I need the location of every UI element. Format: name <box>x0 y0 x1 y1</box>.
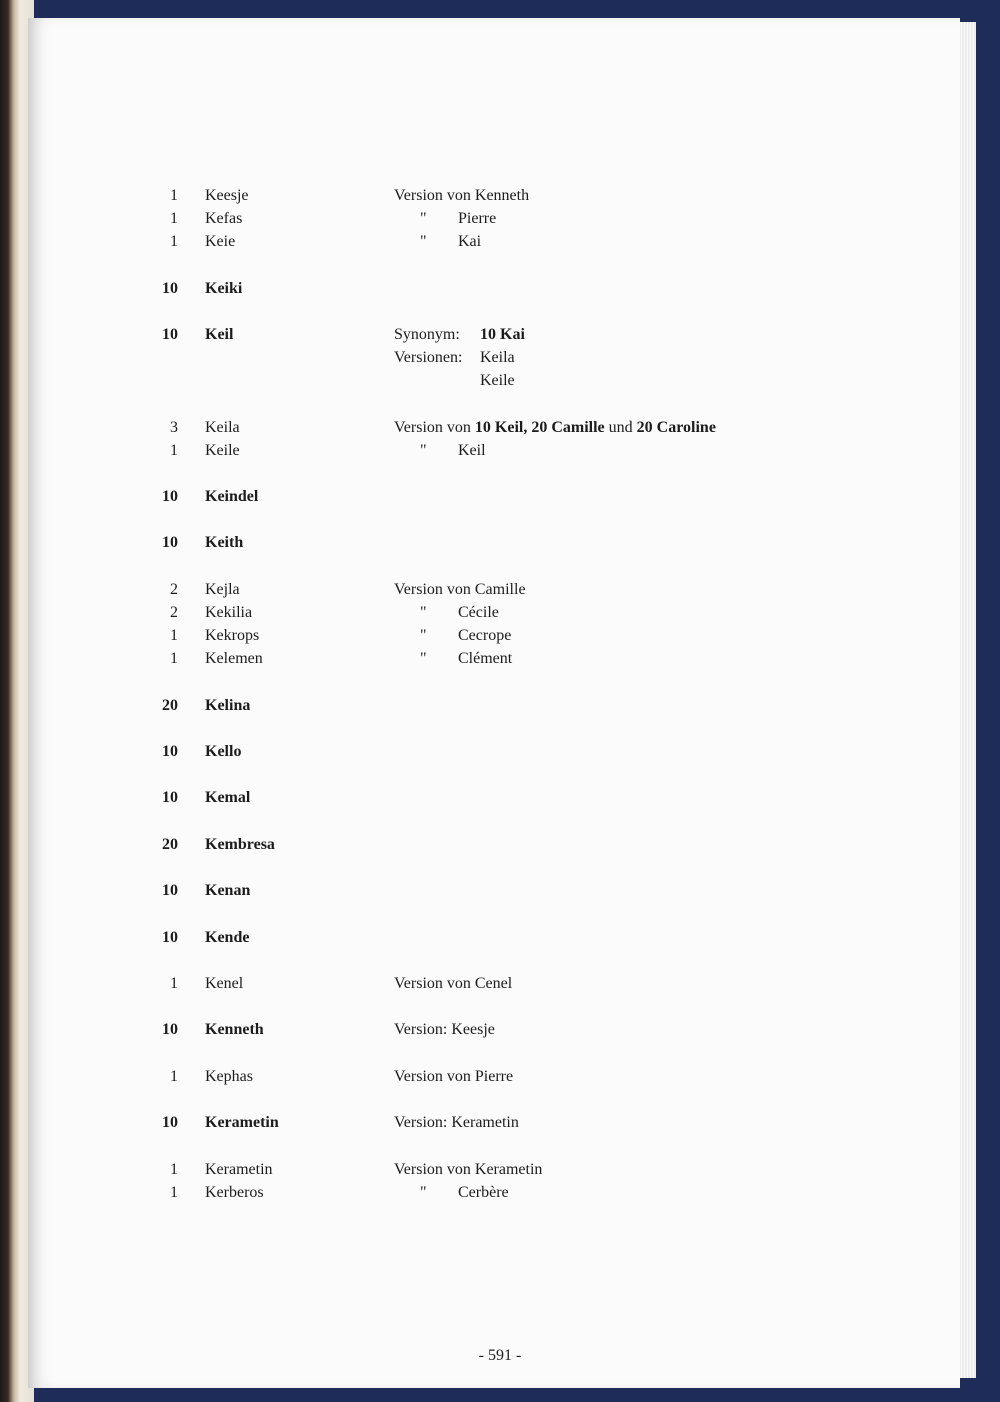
entry-frequency: 10 <box>162 929 178 946</box>
entry-description <box>394 1184 509 1202</box>
entry-frequency: 1 <box>170 1161 178 1178</box>
entry-name: Kenel <box>205 975 244 992</box>
entry-description <box>394 975 512 993</box>
entry-name: Kende <box>205 929 250 946</box>
entry-frequency: 10 <box>162 743 178 760</box>
description-text: Kai <box>458 233 482 250</box>
ditto-mark: " <box>420 1184 427 1201</box>
ditto-mark: " <box>420 210 427 227</box>
entry-name: Kelina <box>205 697 251 714</box>
entry-name: Keila <box>205 419 240 436</box>
relation-label: Synonym: <box>394 326 460 343</box>
entry-frequency: 10 <box>162 1021 178 1038</box>
entry-name: Kerberos <box>205 1184 264 1201</box>
entry-row <box>0 534 1000 556</box>
entry-name: Keile <box>205 442 240 459</box>
entry-row <box>0 581 1000 603</box>
entry-name: Kenneth <box>205 1021 264 1038</box>
cross-reference: 10 Keil, 20 Camille <box>474 419 605 436</box>
entry-name: Keesje <box>205 187 249 204</box>
description-text: Version von Camille <box>394 581 526 598</box>
entry-description <box>394 1021 495 1039</box>
entry-frequency: 10 <box>162 534 178 551</box>
entry-frequency: 1 <box>170 210 178 227</box>
entry-name: Kello <box>205 743 242 760</box>
entry-description <box>394 581 526 599</box>
entry-row <box>0 488 1000 510</box>
cross-reference: 20 Caroline <box>636 419 716 436</box>
entry-frequency: 2 <box>170 581 178 598</box>
relation-label: Versionen: <box>394 349 463 366</box>
entry-frequency: 1 <box>170 975 178 992</box>
entry-row <box>0 697 1000 719</box>
entry-row <box>0 1184 1000 1206</box>
description-text: Pierre <box>458 210 497 227</box>
ditto-mark: " <box>420 650 427 667</box>
entry-description <box>394 233 481 251</box>
description-text: Keil <box>458 442 486 459</box>
description-text: Version von Pierre <box>394 1068 514 1085</box>
ditto-mark: " <box>420 233 427 250</box>
entry-row <box>0 650 1000 672</box>
ditto-mark: " <box>420 442 427 459</box>
entry-row <box>0 882 1000 904</box>
entry-name: Kekilia <box>205 604 253 621</box>
entry-frequency: 1 <box>170 233 178 250</box>
entry-frequency: 1 <box>170 1184 178 1201</box>
entry-frequency: 10 <box>162 789 178 806</box>
description-text: Cecrope <box>458 627 512 644</box>
entry-row <box>0 627 1000 649</box>
entry-description <box>394 210 496 228</box>
entry-name: Kenan <box>205 882 251 899</box>
entry-description <box>394 1161 542 1179</box>
description-text: Clément <box>458 650 513 667</box>
entry-row <box>0 604 1000 626</box>
description-text: und <box>604 419 637 436</box>
entry-row <box>0 442 1000 464</box>
entry-row <box>0 326 1000 348</box>
entry-name: Kephas <box>205 1068 253 1085</box>
entry-frequency: 3 <box>170 419 178 436</box>
entry-description <box>394 419 716 437</box>
entry-description <box>394 1068 513 1086</box>
entry-frequency: 1 <box>170 627 178 644</box>
cross-reference: 10 Kai <box>480 326 525 343</box>
entry-name: Kefas <box>205 210 243 227</box>
description-text: Version von Cenel <box>394 975 513 992</box>
entry-row <box>0 280 1000 302</box>
description-text: Version: Keesje <box>394 1021 495 1038</box>
entry-description <box>394 604 499 622</box>
entry-frequency: 1 <box>170 1068 178 1085</box>
entry-description <box>394 627 511 645</box>
entry-name: Kerametin <box>205 1114 279 1131</box>
entry-frequency: 10 <box>162 280 178 297</box>
entry-row <box>0 836 1000 858</box>
entry-name: Kelemen <box>205 650 263 667</box>
entry-name: Keiki <box>205 280 243 297</box>
entry-name: Keith <box>205 534 244 551</box>
entry-frequency: 20 <box>162 836 178 853</box>
entry-frequency: 1 <box>170 442 178 459</box>
entry-name: Keie <box>205 233 236 250</box>
entry-frequency: 10 <box>162 488 178 505</box>
ditto-mark: " <box>420 604 427 621</box>
entry-row <box>0 1114 1000 1136</box>
entry-description <box>394 187 529 205</box>
entry-description <box>394 349 515 367</box>
entry-row <box>0 419 1000 441</box>
entry-frequency: 20 <box>162 697 178 714</box>
entry-name: Kembresa <box>205 836 275 853</box>
ditto-mark: " <box>420 627 427 644</box>
entry-frequency: 1 <box>170 650 178 667</box>
entry-description <box>394 326 525 344</box>
description-text: Version von Kenneth <box>394 187 530 204</box>
entry-row <box>0 187 1000 209</box>
entry-row <box>0 233 1000 255</box>
description-text: Cerbère <box>458 1184 509 1201</box>
entry-frequency: 10 <box>162 882 178 899</box>
entry-row <box>0 743 1000 765</box>
description-text: Keila <box>480 349 515 366</box>
entry-row <box>0 372 1000 394</box>
entry-name: Keil <box>205 326 234 343</box>
entry-row <box>0 349 1000 371</box>
entry-description <box>394 372 515 390</box>
entry-frequency: 10 <box>162 326 178 343</box>
entry-name: Kemal <box>205 789 251 806</box>
entry-row <box>0 789 1000 811</box>
entry-row <box>0 1161 1000 1183</box>
entry-row <box>0 1021 1000 1043</box>
entry-frequency: 2 <box>170 604 178 621</box>
entry-frequency: 1 <box>170 187 178 204</box>
description-text: Keile <box>480 372 515 389</box>
entry-row <box>0 929 1000 951</box>
entry-name: Kekrops <box>205 627 260 644</box>
entry-name: Kerametin <box>205 1161 273 1178</box>
entry-row <box>0 1068 1000 1090</box>
entry-frequency: 10 <box>162 1114 178 1131</box>
description-text: Version von Kerametin <box>394 1161 543 1178</box>
entry-description <box>394 1114 519 1132</box>
entry-description <box>394 442 486 460</box>
page-number: - 591 - <box>478 1347 522 1364</box>
entry-row <box>0 210 1000 232</box>
description-text: Version: Kerametin <box>394 1114 519 1131</box>
entry-row <box>0 975 1000 997</box>
entry-description <box>394 650 512 668</box>
description-text: Cécile <box>458 604 499 621</box>
entry-name: Keindel <box>205 488 259 505</box>
description-text: Version von <box>394 419 475 436</box>
entry-name: Kejla <box>205 581 240 598</box>
